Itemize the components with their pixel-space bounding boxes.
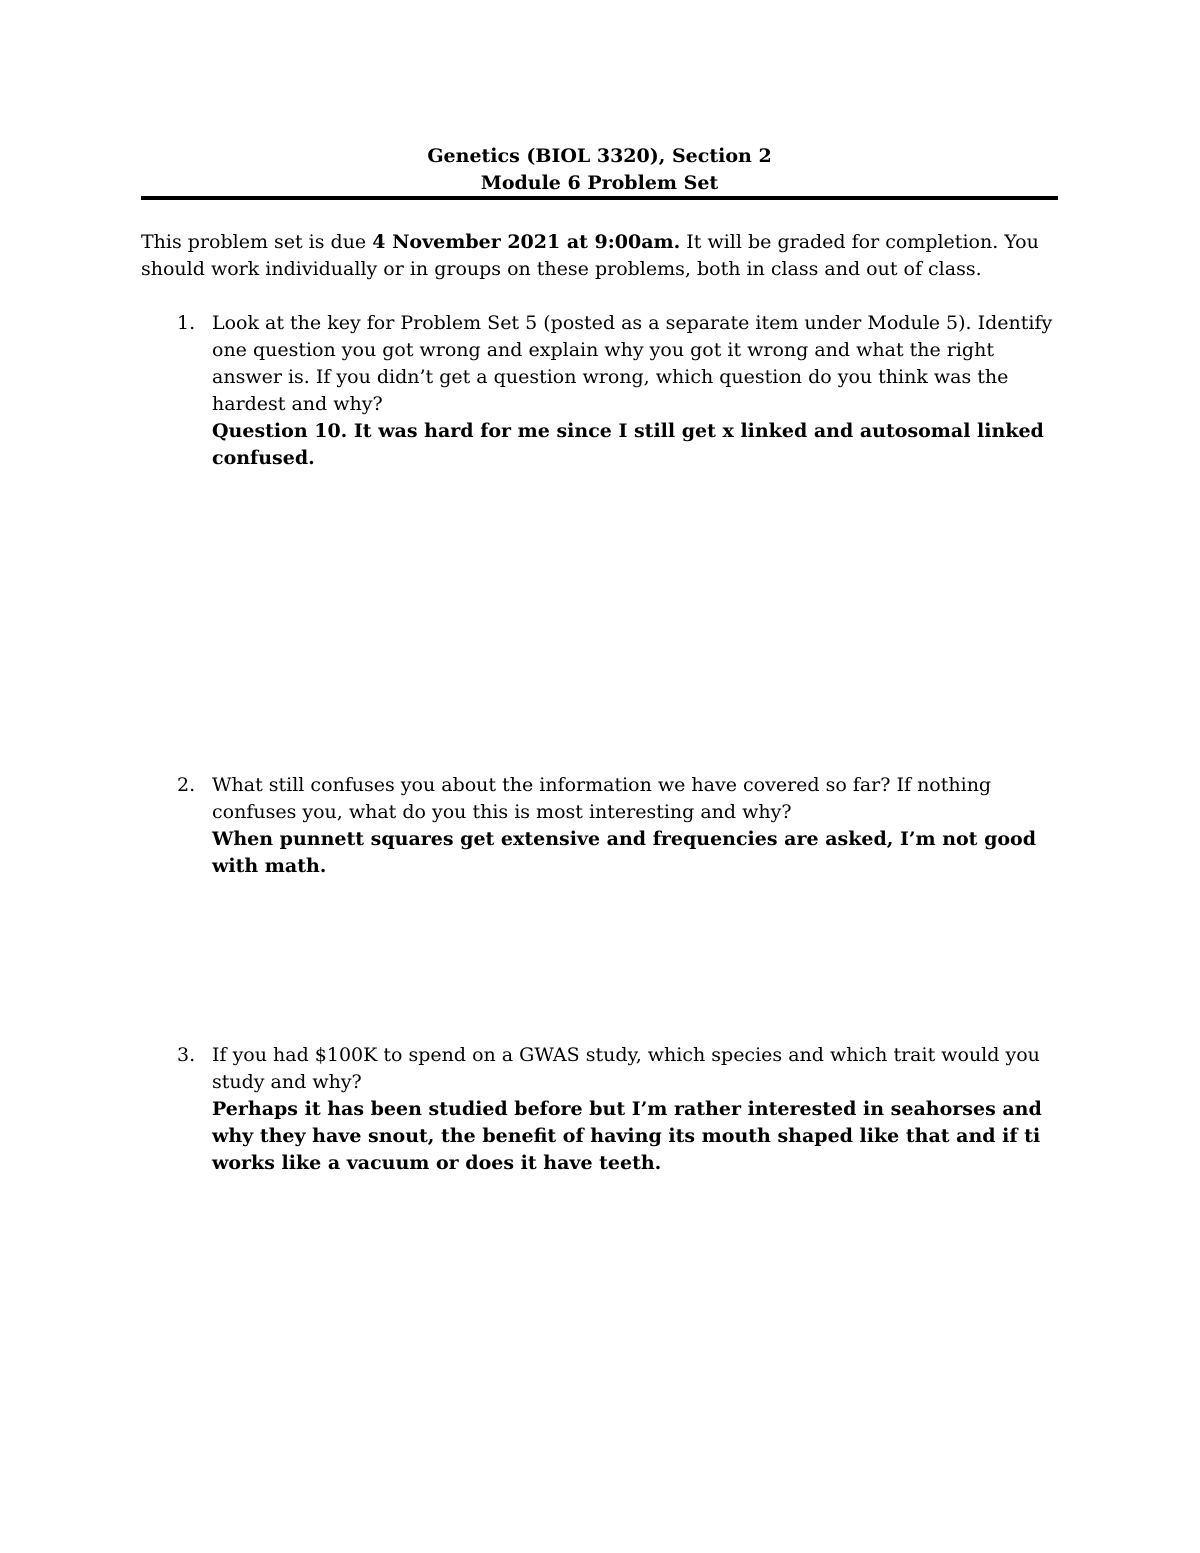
question-1 [141, 310, 1058, 472]
question-3 [141, 1042, 1058, 1177]
question-number: 2. [177, 774, 196, 796]
due-date: 4 November 2021 at 9:00am. [372, 231, 681, 253]
header-divider [141, 196, 1058, 200]
course-title: Genetics (BIOL 3320), Section 2 [427, 145, 772, 167]
question-answer: Perhaps it has been studied before but I’m rather interested in seahorses and why they have snout, the benefit of having its mouth shaped like that and if ti works like a vacuum or does it have teeth. [212, 1098, 1042, 1174]
intro-paragraph [141, 229, 1058, 283]
intro-text-before: This problem set is due [141, 231, 373, 253]
question-prompt: If you had $100K to spend on a GWAS study, which species and which trait would you study and why? [212, 1044, 1040, 1093]
question-answer: Question 10. It was hard for me since I still get x linked and autosomal linked confused. [212, 420, 1044, 469]
question-prompt: What still confuses you about the information we have covered so far? If nothing confuses you, what do you this is most interesting and why? [212, 774, 992, 823]
question-number: 1. [177, 312, 196, 334]
question-number: 3. [177, 1044, 196, 1066]
question-2 [141, 772, 1058, 880]
question-prompt: Look at the key for Problem Set 5 (posted as a separate item under Module 5). Identify one question you got wrong and explain why you got it wrong and what the right answer is. If you didn’t get a question wrong, which question do you think was the hardest and why? [212, 312, 1053, 415]
question-answer: When punnett squares get extensive and frequencies are asked, I’m not good with math. [212, 828, 1036, 877]
document-header [141, 143, 1058, 197]
problem-set-title: Module 6 Problem Set [480, 172, 719, 194]
intro-text-after: It will be graded for completion. You should work individually or in groups on these problems, both in class and out of class. [141, 231, 1039, 280]
